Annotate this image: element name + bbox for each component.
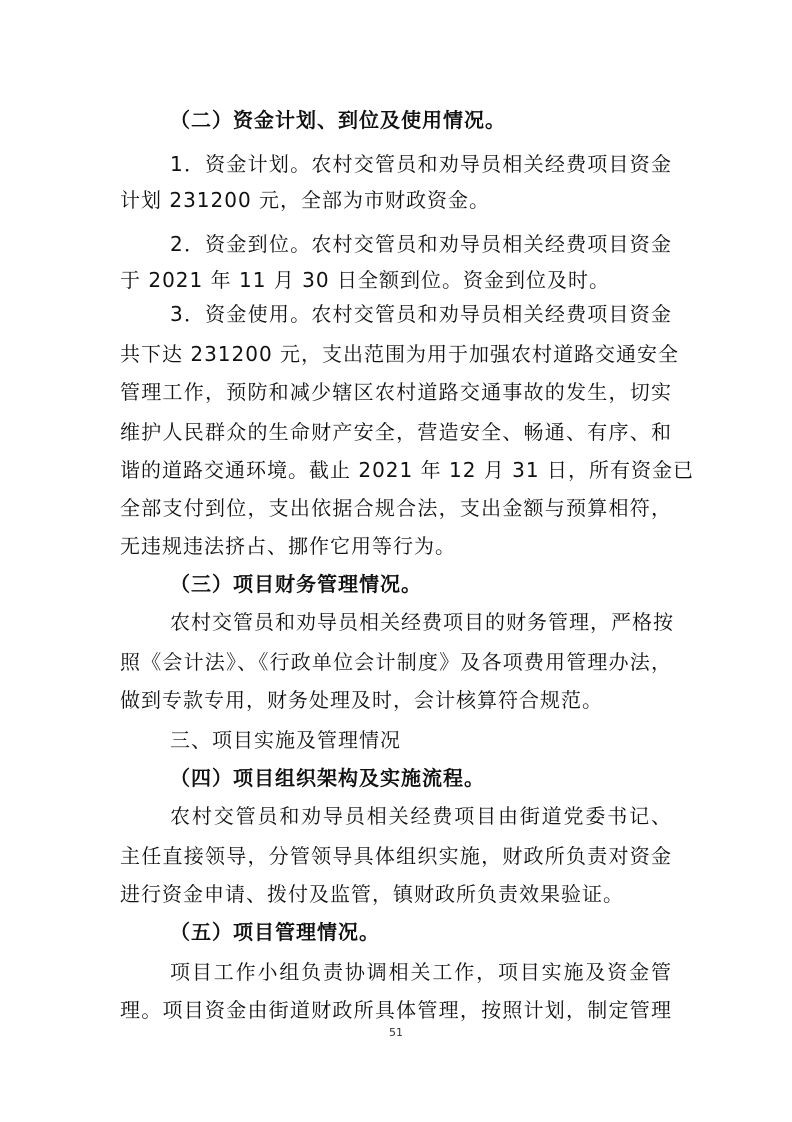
heading-financial-management: （三）项目财务管理情况。 (170, 572, 422, 596)
paragraph-line: 全部支付到位，支出依据合规合法，支出金额与预算相符， (120, 496, 672, 520)
paragraph-line: 2．资金到位。农村交管员和劝导员相关经费项目资金 (170, 232, 672, 256)
paragraph-line: 3．资金使用。农村交管员和劝导员相关经费项目资金 (170, 302, 672, 326)
paragraph-line: 照《会计法》、《行政单位会计制度》及各项费用管理办法， (120, 650, 672, 674)
paragraph-line: 进行资金申请、拨付及监管，镇财政所负责效果验证。 (120, 882, 624, 906)
paragraph-line: 计划 231200 元，全部为市财政资金。 (120, 188, 491, 212)
paragraph-line: 无违规违法挤占、挪作它用等行为。 (120, 534, 456, 558)
paragraph-line: 农村交管员和劝导员相关经费项目由街道党委书记、 (170, 804, 672, 828)
heading-funding-plan: （二）资金计划、到位及使用情况。 (170, 108, 506, 132)
paragraph-line: 做到专款专用，财务处理及时，会计核算符合规范。 (120, 688, 603, 712)
page-number: 51 (389, 1026, 403, 1039)
paragraph-line: 1．资金计划。农村交管员和劝导员相关经费项目资金 (170, 152, 672, 176)
heading-project-management: （五）项目管理情况。 (170, 920, 380, 944)
paragraph-line: 项目工作小组负责协调相关工作，项目实施及资金管 (170, 960, 672, 984)
paragraph-line: 农村交管员和劝导员相关经费项目的财务管理，严格按 (170, 610, 674, 634)
paragraph-line: 谐的道路交通环境。截止 2021 年 12 月 31 日，所有资金已 (120, 458, 694, 482)
paragraph-line: 维护人民群众的生命财产安全，营造安全、畅通、有序、和 (120, 420, 672, 444)
paragraph-line: 共下达 231200 元，支出范围为用于加强农村道路交通安全 (120, 342, 680, 366)
paragraph-line: 于 2021 年 11 月 30 日全额到位。资金到位及时。 (120, 268, 610, 292)
section-title: 三、项目实施及管理情况 (170, 728, 401, 752)
paragraph-line: 理。项目资金由街道财政所具体管理，按照计划，制定管理 (120, 998, 672, 1022)
heading-organization: （四）项目组织架构及实施流程。 (170, 766, 485, 790)
paragraph-line: 管理工作，预防和减少辖区农村道路交通事故的发生，切实 (120, 380, 672, 404)
paragraph-line: 主任直接领导，分管领导具体组织实施，财政所负责对资金 (120, 844, 672, 868)
